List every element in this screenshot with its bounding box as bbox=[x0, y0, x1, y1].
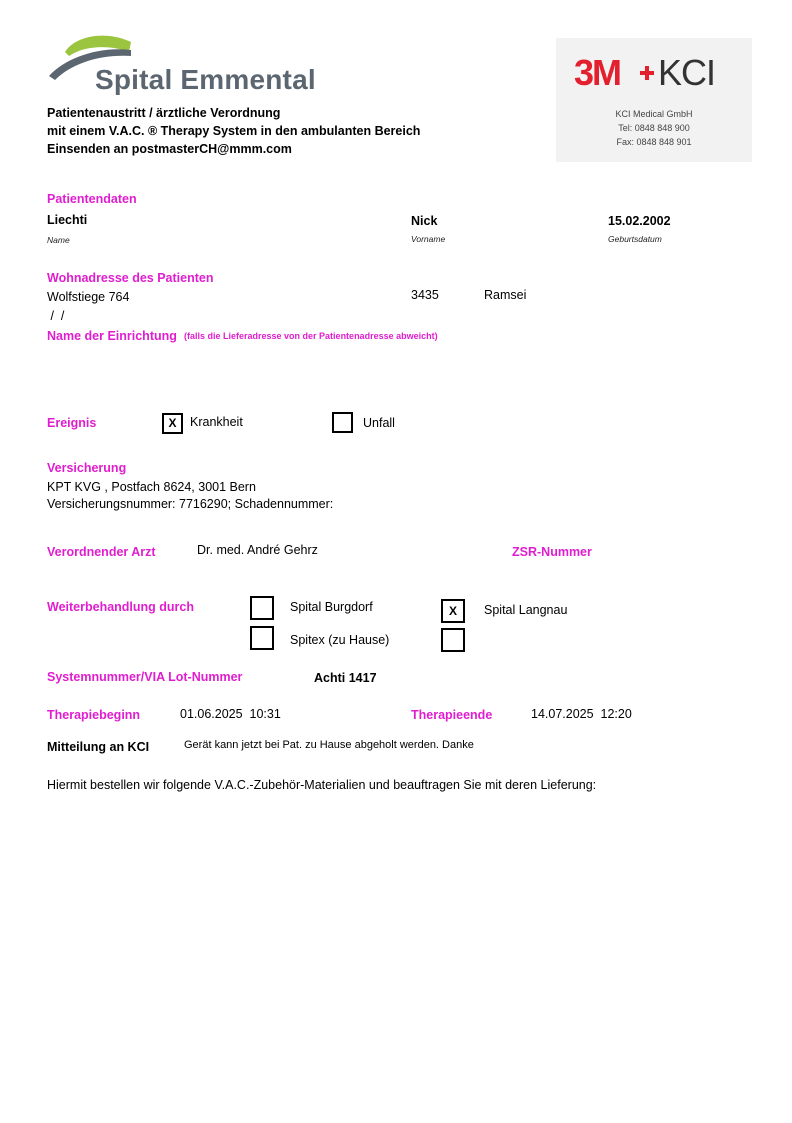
logo-3m: 3M bbox=[574, 52, 621, 93]
insurance-line2: Versicherungsnummer: 7716290; Schadennummer: bbox=[47, 497, 334, 511]
spital-burgdorf-label: Spital Burgdorf bbox=[290, 600, 373, 614]
kci-tel: Tel: 0848 848 900 bbox=[618, 123, 690, 133]
logo-kci: KCI bbox=[658, 52, 716, 93]
spital-langnau-checkbox[interactable]: X bbox=[441, 599, 465, 623]
form-title-line3: Einsenden an postmasterCH@mmm.com bbox=[47, 142, 292, 156]
patient-birthdate: 15.02.2002 bbox=[608, 214, 671, 228]
section-arzt: Verordnender Arzt bbox=[47, 545, 156, 559]
doctor-name: Dr. med. André Gehrz bbox=[197, 543, 318, 557]
other-option-checkbox[interactable] bbox=[441, 628, 465, 652]
unfall-label: Unfall bbox=[363, 416, 395, 430]
system-number-value: Achti 1417 bbox=[314, 671, 377, 685]
address-street: Wolfstiege 764 bbox=[47, 290, 130, 304]
section-versicherung: Versicherung bbox=[47, 461, 127, 475]
kci-logo-box bbox=[556, 38, 752, 162]
section-patientendaten: Patientendaten bbox=[47, 192, 137, 206]
spital-burgdorf-checkbox[interactable] bbox=[250, 596, 274, 620]
kci-fax: Fax: 0848 848 901 bbox=[616, 137, 692, 147]
spital-langnau-label: Spital Langnau bbox=[484, 603, 568, 617]
address-zip: 3435 bbox=[411, 288, 439, 302]
spitex-label: Spitex (zu Hause) bbox=[290, 633, 390, 647]
spitex-checkbox[interactable] bbox=[250, 626, 274, 650]
section-weiterbehandlung: Weiterbehandlung durch bbox=[47, 600, 194, 614]
form-title-line1: Patientenaustritt / ärztliche Verordnung bbox=[47, 106, 281, 120]
therapiebeginn-value: 01.06.2025 10:31 bbox=[180, 707, 281, 721]
krankheit-label: Krankheit bbox=[190, 415, 243, 429]
therapieende-value: 14.07.2025 12:20 bbox=[531, 707, 632, 721]
spital-emmental-logo bbox=[47, 30, 322, 102]
patient-vorname-caption: Vorname bbox=[411, 234, 446, 244]
mitteilung-text: Gerät kann jetzt bei Pat. zu Hause abgeholt werden. Danke bbox=[184, 739, 474, 751]
patient-name: Liechti bbox=[47, 213, 88, 227]
section-wohnadresse: Wohnadresse des Patienten bbox=[47, 271, 214, 285]
zsr-label: ZSR-Nummer bbox=[512, 545, 592, 559]
section-einrichtung: Name der Einrichtung bbox=[47, 329, 177, 343]
order-statement: Hiermit bestellen wir folgende V.A.C.-Zubehör-Materialien und beauftragen Sie mit deren Lieferung: bbox=[47, 778, 597, 792]
therapieende-label: Therapieende bbox=[411, 708, 493, 722]
form-title-line2: mit einem V.A.C. ® Therapy System in den ambulanten Bereich bbox=[47, 124, 421, 138]
patient-vorname: Nick bbox=[411, 214, 438, 228]
patient-birthdate-caption: Geburtsdatum bbox=[608, 234, 662, 244]
logo-text: Spital Emmental bbox=[95, 64, 316, 95]
plus-cross-icon bbox=[640, 66, 654, 80]
mitteilung-label: Mitteilung an KCI bbox=[47, 740, 150, 754]
section-ereignis: Ereignis bbox=[47, 416, 97, 430]
address-city: Ramsei bbox=[484, 288, 527, 302]
unfall-checkbox[interactable] bbox=[332, 412, 353, 433]
therapiebeginn-label: Therapiebeginn bbox=[47, 708, 141, 722]
section-systemnummer: Systemnummer/VIA Lot-Nummer bbox=[47, 670, 243, 684]
einrichtung-note: (falls die Lieferadresse von der Patientenadresse abweicht) bbox=[184, 331, 438, 341]
insurance-line1: KPT KVG , Postfach 8624, 3001 Bern bbox=[47, 480, 256, 494]
krankheit-checkbox[interactable]: X bbox=[162, 413, 183, 434]
patient-name-caption: Name bbox=[47, 235, 70, 245]
kci-company-name: KCI Medical GmbH bbox=[615, 109, 693, 119]
address-extra: / / bbox=[47, 309, 65, 323]
